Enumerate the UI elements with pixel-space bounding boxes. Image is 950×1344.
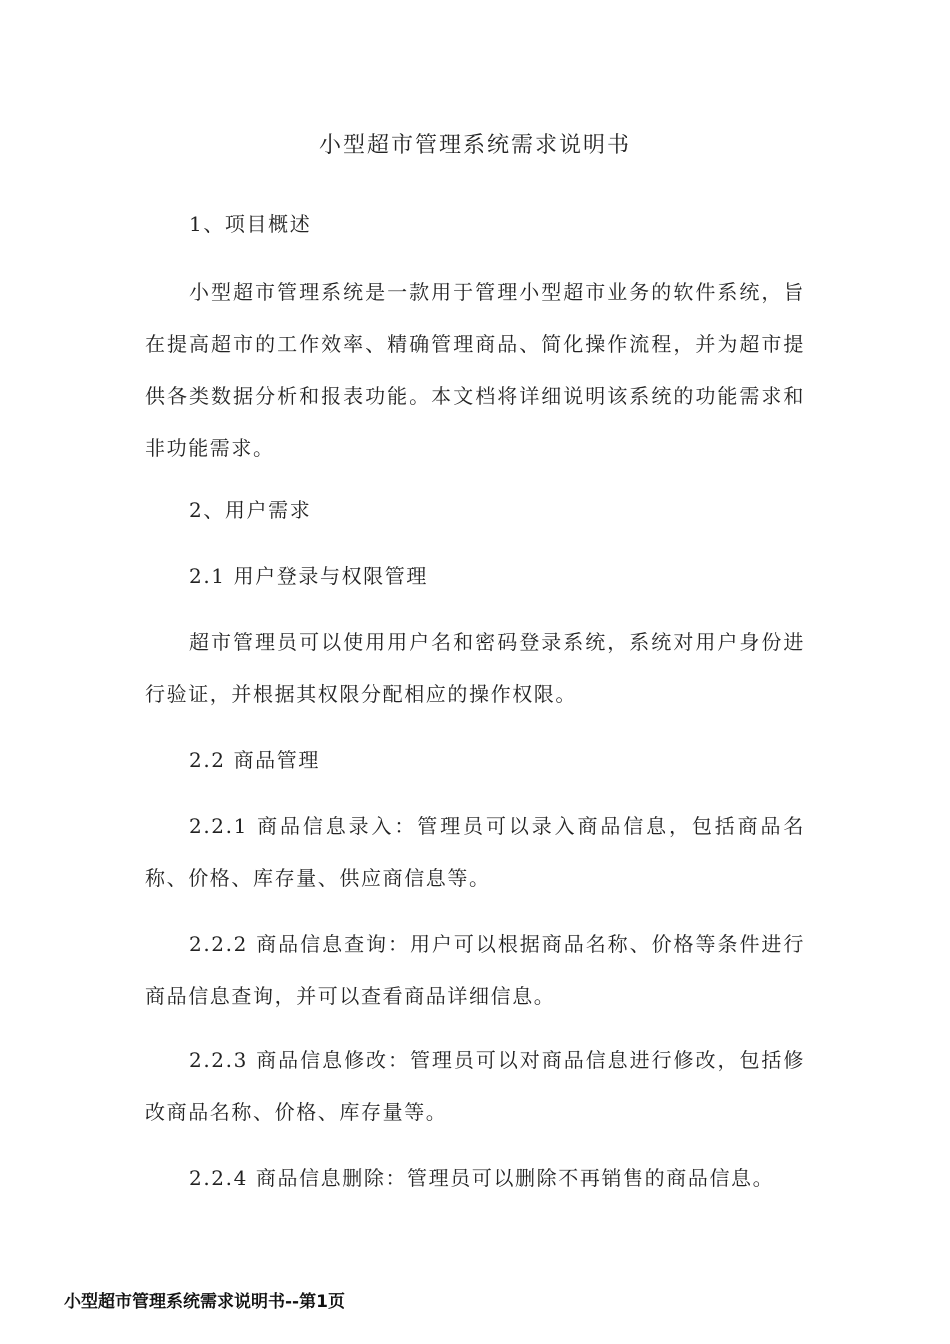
paragraph-product-query: 2.2.2 商品信息查询：用户可以根据商品名称、价格等条件进行商品信息查询，并可以查看商品详细信息。: [145, 932, 805, 1008]
paragraph-project-overview: 小型超市管理系统是一款用于管理小型超市业务的软件系统，旨在提高超市的工作效率、精确管理商品、简化操作流程，并为超市提供各类数据分析和报表功能。本文档将详细说明该系统的功能需求和非功能需求。: [145, 280, 805, 460]
section-heading-user-requirements: 2、用户需求: [189, 498, 312, 522]
document-title: 小型超市管理系统需求说明书: [318, 133, 631, 158]
paragraph-login-permissions: 超市管理员可以使用用户名和密码登录系统，系统对用户身份进行验证，并根据其权限分配相应的操作权限。: [145, 630, 805, 706]
paragraph-product-entry: 2.2.1 商品信息录入：管理员可以录入商品信息，包括商品名称、价格、库存量、供应商信息等。: [145, 814, 805, 890]
subsection-heading-product-management: 2.2 商品管理: [189, 748, 320, 772]
section-heading-project-overview: 1、项目概述: [189, 212, 312, 236]
subsection-heading-login-permissions: 2.1 用户登录与权限管理: [189, 564, 428, 588]
page-footer: 小型超市管理系统需求说明书--第1页: [64, 1292, 345, 1312]
paragraph-product-delete: 2.2.4 商品信息删除：管理员可以删除不再销售的商品信息。: [189, 1166, 775, 1190]
paragraph-product-modify: 2.2.3 商品信息修改：管理员可以对商品信息进行修改，包括修改商品名称、价格、库存量等。: [145, 1048, 805, 1124]
